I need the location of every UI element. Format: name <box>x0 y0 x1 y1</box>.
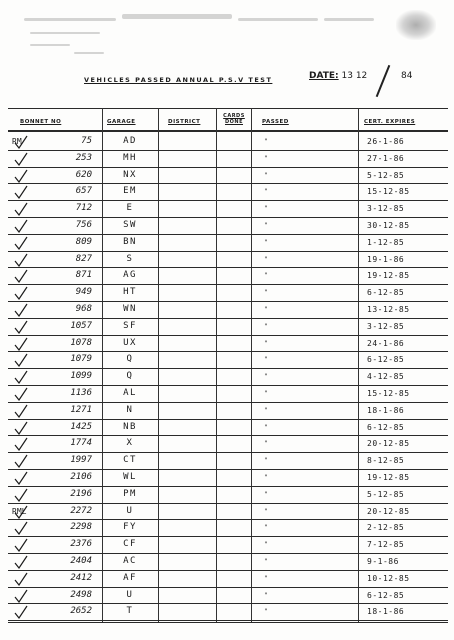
cert-expiry-date: 15-12-85 <box>367 389 410 398</box>
cert-expiry-date: 6-12-85 <box>367 590 405 600</box>
table-top-rule <box>8 108 448 109</box>
cert-expiry-date: 19-12-85 <box>367 271 410 281</box>
cert-expiry-date: 6-12-85 <box>367 355 405 365</box>
garage-code: WN <box>123 304 137 314</box>
passed-ditto: " <box>264 474 268 481</box>
garage-code: CF <box>123 539 137 550</box>
passed-ditto: " <box>264 238 268 246</box>
tick-mark-icon <box>14 421 28 435</box>
passed-ditto: " <box>264 322 268 330</box>
header-rule <box>8 130 448 132</box>
bonnet-number: 756 <box>75 220 92 230</box>
table-row <box>0 335 454 352</box>
tick-mark-icon <box>14 236 28 250</box>
table-row <box>0 150 454 167</box>
bonnet-number: 1057 <box>70 320 92 331</box>
tick-mark-icon <box>14 404 28 418</box>
garage-code: E <box>126 203 134 214</box>
garage-code: CT <box>123 455 137 466</box>
garage-code: S <box>126 253 134 264</box>
tick-mark-icon <box>14 320 28 334</box>
garage-code: AF <box>123 572 137 583</box>
bonnet-number: 712 <box>75 203 92 214</box>
tick-mark-icon <box>14 454 28 468</box>
passed-ditto: " <box>264 406 268 414</box>
passed-ditto: " <box>264 608 268 616</box>
table-row <box>0 351 454 368</box>
table-row <box>0 503 454 520</box>
tick-mark-icon <box>14 387 28 401</box>
bonnet-number: 2106 <box>70 472 92 482</box>
garage-code: AL <box>123 388 137 398</box>
cert-expiry-date: 5-12-85 <box>367 489 405 499</box>
bonnet-number: 1774 <box>70 438 92 449</box>
table-row <box>0 587 454 604</box>
photocopy-smudge <box>396 10 436 40</box>
bonnet-number: 2298 <box>70 522 92 533</box>
bonnet-number: 1078 <box>70 337 92 348</box>
garage-code: AD <box>123 136 137 146</box>
passed-ditto: " <box>264 524 268 532</box>
tick-mark-icon <box>14 269 28 283</box>
passed-ditto: " <box>264 138 268 145</box>
garage-code: WL <box>123 472 137 482</box>
tick-mark-icon <box>14 152 28 166</box>
table-row <box>0 267 454 284</box>
garage-code: NX <box>123 169 137 180</box>
cert-expiry-date: 2-12-85 <box>367 523 405 533</box>
cert-expiry-date: 8-12-85 <box>367 456 405 466</box>
document-title: VEHICLES PASSED ANNUAL P.S.V TEST <box>84 76 273 84</box>
table-row <box>0 133 454 150</box>
bonnet-number: 827 <box>75 253 92 264</box>
cert-expiry-date: 26-1-86 <box>367 137 405 146</box>
garage-code: Q <box>126 354 134 365</box>
cert-expiry-date: 7-12-85 <box>367 540 405 550</box>
cert-expiry-date: 20-12-85 <box>367 506 410 516</box>
table-row <box>0 284 454 301</box>
passed-ditto: " <box>264 255 268 263</box>
table-row <box>0 452 454 469</box>
bonnet-number: 1997 <box>70 455 92 466</box>
cert-expiry-date: 3-12-85 <box>367 204 405 214</box>
bonnet-number: 2652 <box>70 606 92 617</box>
passed-ditto: " <box>264 339 268 347</box>
garage-code: MH <box>123 152 137 163</box>
passed-ditto: " <box>264 373 268 381</box>
cert-expiry-date: 20-12-85 <box>367 439 410 449</box>
garage-code: NB <box>123 421 137 432</box>
garage-code: U <box>126 505 134 516</box>
table-row <box>0 435 454 452</box>
tick-mark-icon <box>14 521 28 535</box>
table-row <box>0 167 454 184</box>
table-row <box>0 217 454 234</box>
cert-expiry-date: 30-12-85 <box>367 221 410 230</box>
cert-expiry-date: 3-12-85 <box>367 321 405 331</box>
tick-mark-icon <box>14 488 28 502</box>
header-cert-expires: CERT. EXPIRES <box>364 119 416 125</box>
passed-ditto: " <box>264 390 268 397</box>
date-label: DATE: <box>309 71 339 81</box>
cert-expiry-date: 10-12-85 <box>367 573 410 583</box>
tick-mark-icon <box>14 337 28 351</box>
header-district: DISTRICT <box>168 119 201 125</box>
table-row <box>0 234 454 251</box>
tick-mark-icon <box>14 253 28 267</box>
bonnet-number: 620 <box>75 169 92 180</box>
table-row <box>0 469 454 486</box>
passed-ditto: " <box>264 272 268 280</box>
passed-ditto: " <box>264 507 268 515</box>
table-row <box>0 553 454 570</box>
tick-mark-icon <box>14 370 28 384</box>
cert-expiry-date: 5-12-85 <box>367 170 405 180</box>
passed-ditto: " <box>264 289 268 297</box>
tick-mark-icon <box>14 605 28 619</box>
passed-ditto: " <box>264 440 268 448</box>
bonnet-number: 871 <box>75 270 92 281</box>
table-row <box>0 603 454 620</box>
garage-code: SW <box>123 220 137 230</box>
cert-expiry-date: 13-12-85 <box>367 305 410 314</box>
row-mark: RM <box>12 137 22 146</box>
garage-code: UX <box>123 337 137 348</box>
cert-expiry-date: 15-12-85 <box>367 187 410 197</box>
garage-code: EM <box>123 186 137 197</box>
passed-ditto: " <box>264 541 268 549</box>
passed-ditto: " <box>264 591 268 599</box>
table-row <box>0 385 454 402</box>
tick-mark-icon <box>14 185 28 199</box>
cert-expiry-date: 6-12-85 <box>367 288 405 298</box>
tick-mark-icon <box>14 286 28 300</box>
garage-code: T <box>126 606 134 617</box>
date-year: 84 <box>401 71 413 81</box>
cert-expiry-date: 18-1-86 <box>367 607 405 617</box>
bonnet-number: 1136 <box>70 388 92 398</box>
bonnet-number: 2404 <box>70 556 92 566</box>
tick-mark-icon <box>14 538 28 552</box>
passed-ditto: " <box>264 306 268 313</box>
cert-expiry-date: 24-1-86 <box>367 338 405 348</box>
bonnet-number: 2196 <box>70 488 92 499</box>
garage-code: X <box>126 438 134 449</box>
tick-mark-icon <box>14 589 28 603</box>
table-row <box>0 486 454 503</box>
cert-expiry-date: 19-1-86 <box>367 254 405 264</box>
passed-ditto: " <box>264 490 268 498</box>
cert-expiry-date: 6-12-85 <box>367 422 405 432</box>
cert-expiry-date: 9-1-86 <box>367 557 399 566</box>
header-passed: PASSED <box>262 119 289 125</box>
passed-ditto: " <box>264 205 268 213</box>
garage-code: SF <box>123 320 137 331</box>
passed-ditto: " <box>264 574 268 582</box>
garage-code: AC <box>123 556 137 566</box>
bonnet-number: 968 <box>75 304 92 314</box>
garage-code: Q <box>126 371 134 382</box>
date-field <box>309 71 367 81</box>
passed-ditto: " <box>264 356 268 364</box>
cert-expiry-date: 27-1-86 <box>367 153 405 163</box>
row-mark: RML <box>12 506 27 516</box>
table-row <box>0 318 454 335</box>
bonnet-number: 253 <box>75 152 92 163</box>
passed-ditto: " <box>264 423 268 431</box>
passed-ditto: " <box>264 188 268 196</box>
bonnet-number: 75 <box>81 136 92 146</box>
table-row <box>0 519 454 536</box>
table-row <box>0 570 454 587</box>
header-bonnet-no: BONNET NO <box>20 119 62 125</box>
garage-code: HT <box>123 287 137 298</box>
passed-ditto: " <box>264 558 268 565</box>
cert-expiry-date: 1-12-85 <box>367 237 405 247</box>
garage-code: AG <box>123 270 137 281</box>
header-cards-done: CARDS DONE <box>223 113 245 125</box>
tick-mark-icon <box>14 555 28 569</box>
passed-ditto: " <box>264 457 268 465</box>
passed-ditto: " <box>264 171 268 179</box>
garage-code: PM <box>123 488 137 499</box>
table-bottom-rule <box>8 622 448 623</box>
cert-expiry-date: 18-1-86 <box>367 405 405 415</box>
bonnet-number: 2272 <box>70 505 92 516</box>
garage-code: U <box>126 589 134 600</box>
bonnet-number: 809 <box>75 236 92 247</box>
tick-mark-icon <box>14 303 28 317</box>
table-row <box>0 251 454 268</box>
tick-mark-icon <box>14 219 28 233</box>
bonnet-number: 1425 <box>70 421 92 432</box>
table-row <box>0 402 454 419</box>
table-row <box>0 368 454 385</box>
table-row <box>0 536 454 553</box>
tick-mark-icon <box>14 202 28 216</box>
bonnet-number: 1079 <box>70 354 92 365</box>
garage-code: N <box>126 404 134 415</box>
bonnet-number: 949 <box>75 287 92 298</box>
bonnet-number: 657 <box>75 186 92 197</box>
cert-expiry-date: 4-12-85 <box>367 372 405 382</box>
tick-mark-icon <box>14 437 28 451</box>
date-value: 13 12 <box>341 71 368 81</box>
bonnet-number: 2376 <box>70 539 92 550</box>
tick-mark-icon <box>14 169 28 183</box>
header-garage: GARAGE <box>107 119 136 125</box>
tick-mark-icon <box>14 353 28 367</box>
garage-code: BN <box>123 236 137 247</box>
tick-mark-icon <box>14 471 28 485</box>
table-row <box>0 183 454 200</box>
bonnet-number: 2412 <box>70 572 92 583</box>
table-row <box>0 200 454 217</box>
table-row <box>0 301 454 318</box>
bonnet-number: 2498 <box>70 589 92 600</box>
bonnet-number: 1099 <box>70 371 92 382</box>
bonnet-number: 1271 <box>70 404 92 415</box>
passed-ditto: " <box>264 222 268 229</box>
garage-code: FY <box>123 522 137 533</box>
faint-letterhead <box>24 10 394 70</box>
tick-mark-icon <box>14 572 28 586</box>
passed-ditto: " <box>264 154 268 162</box>
cert-expiry-date: 19-12-85 <box>367 473 410 482</box>
table-row <box>0 419 454 436</box>
